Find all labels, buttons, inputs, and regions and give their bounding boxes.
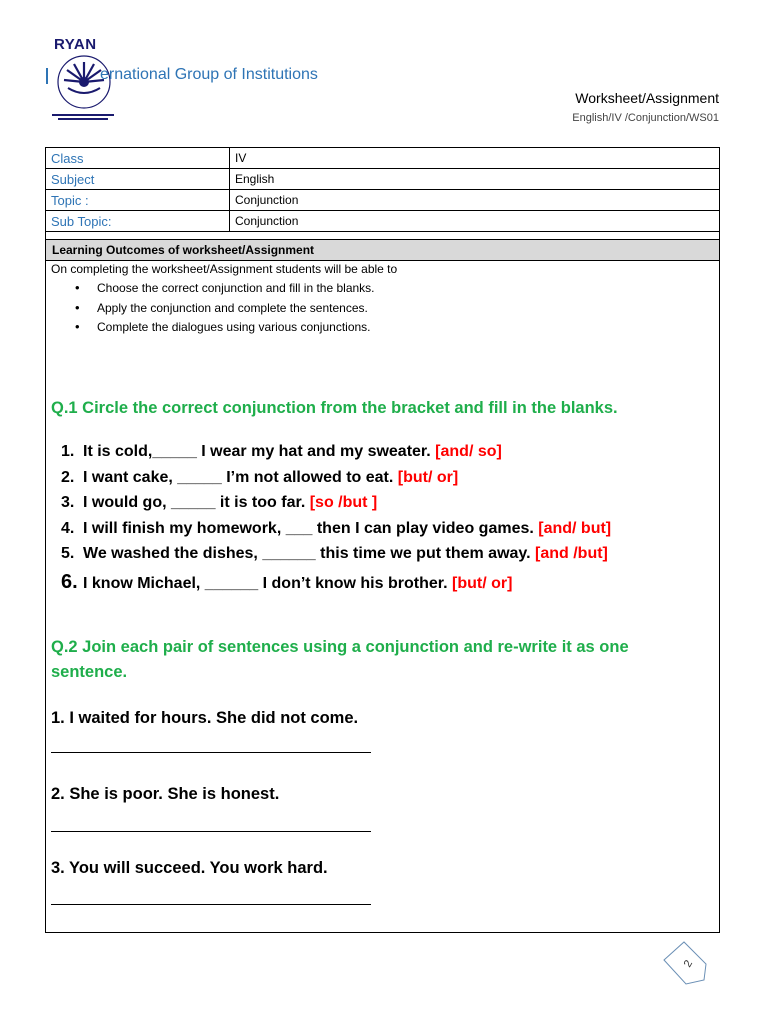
info-table	[45, 147, 720, 232]
q1-options: [and /but]	[535, 545, 608, 562]
q2-item-2: 2. She is poor. She is honest.	[51, 785, 280, 803]
worksheet-title: Worksheet/Assignment	[575, 90, 719, 106]
worksheet-code: English/IV /Conjunction/WS01	[572, 112, 719, 124]
org-name-bar	[46, 68, 48, 84]
q1-item: 1. It is cold,_____ I wear my hat and my sweater. [and/ so]	[61, 443, 502, 460]
q1-options: [but/ or]	[451, 574, 513, 592]
table-row	[46, 148, 720, 169]
answer-line[interactable]	[51, 831, 371, 832]
organization-name: ernational Group of Institutions	[100, 66, 318, 84]
q1-options: [so /but ]	[309, 494, 378, 511]
q1-item: 5. We washed the dishes, ______ this time we put them away. [and /but]	[61, 545, 608, 562]
list-item: • Complete the dialogues using various conjunctions.	[75, 320, 375, 340]
table-row	[46, 169, 720, 190]
page-number-tag-icon	[660, 938, 710, 988]
logo-wordmark: RYAN	[54, 36, 97, 53]
topic-label: Topic :	[46, 190, 230, 211]
q2-item-1: 1. I waited for hours. She did not come.	[51, 709, 359, 727]
q2-heading-line1: Q.2 Join each pair of sentences using a conjunction and re-write it as one	[51, 638, 629, 656]
subtopic-value: Conjunction	[230, 211, 720, 232]
table-row	[46, 211, 720, 232]
class-label: Class	[46, 148, 230, 169]
q1-options: [and/ so]	[435, 443, 502, 460]
answer-line[interactable]	[51, 904, 371, 905]
class-value: IV	[230, 148, 720, 169]
subtopic-label: Sub Topic:	[46, 211, 230, 232]
subject-value: English	[230, 169, 720, 190]
q2-item-3: 3. You will succeed. You work hard.	[51, 859, 328, 877]
topic-value: Conjunction	[230, 190, 720, 211]
q1-options: [but/ or]	[397, 468, 459, 486]
logo-tagline-graphic	[52, 112, 114, 122]
q2-heading-line2: sentence.	[51, 663, 128, 681]
q1-item: 6. I know Michael, ______ I don’t know his brother. [but/ or]	[61, 570, 513, 593]
q1-list	[61, 443, 611, 596]
learning-outcomes-heading: Learning Outcomes of worksheet/Assignment	[45, 239, 720, 261]
learning-outcomes-intro: On completing the worksheet/Assignment students will be able to	[51, 262, 398, 276]
q1-item: 4. I will finish my homework, ___ then I can play video games. [and/ but]	[61, 519, 612, 537]
page-number: 2	[681, 958, 696, 970]
answer-line[interactable]	[51, 752, 371, 753]
subject-label: Subject	[46, 169, 230, 190]
q1-options: [and/ but]	[538, 519, 612, 537]
q1-item: 3. I would go, _____ it is too far. [so /but ]	[61, 494, 378, 511]
table-row	[46, 190, 720, 211]
list-item: • Apply the conjunction and complete the sentences.	[75, 301, 375, 321]
q1-heading: Q.1 Circle the correct conjunction from the bracket and fill in the blanks.	[51, 399, 618, 417]
list-item: • Choose the correct conjunction and fill in the blanks.	[75, 281, 375, 301]
q1-item: 2. I want cake, _____ I’m not allowed to eat. [but/ or]	[61, 468, 459, 486]
learning-outcomes-list	[75, 281, 375, 340]
